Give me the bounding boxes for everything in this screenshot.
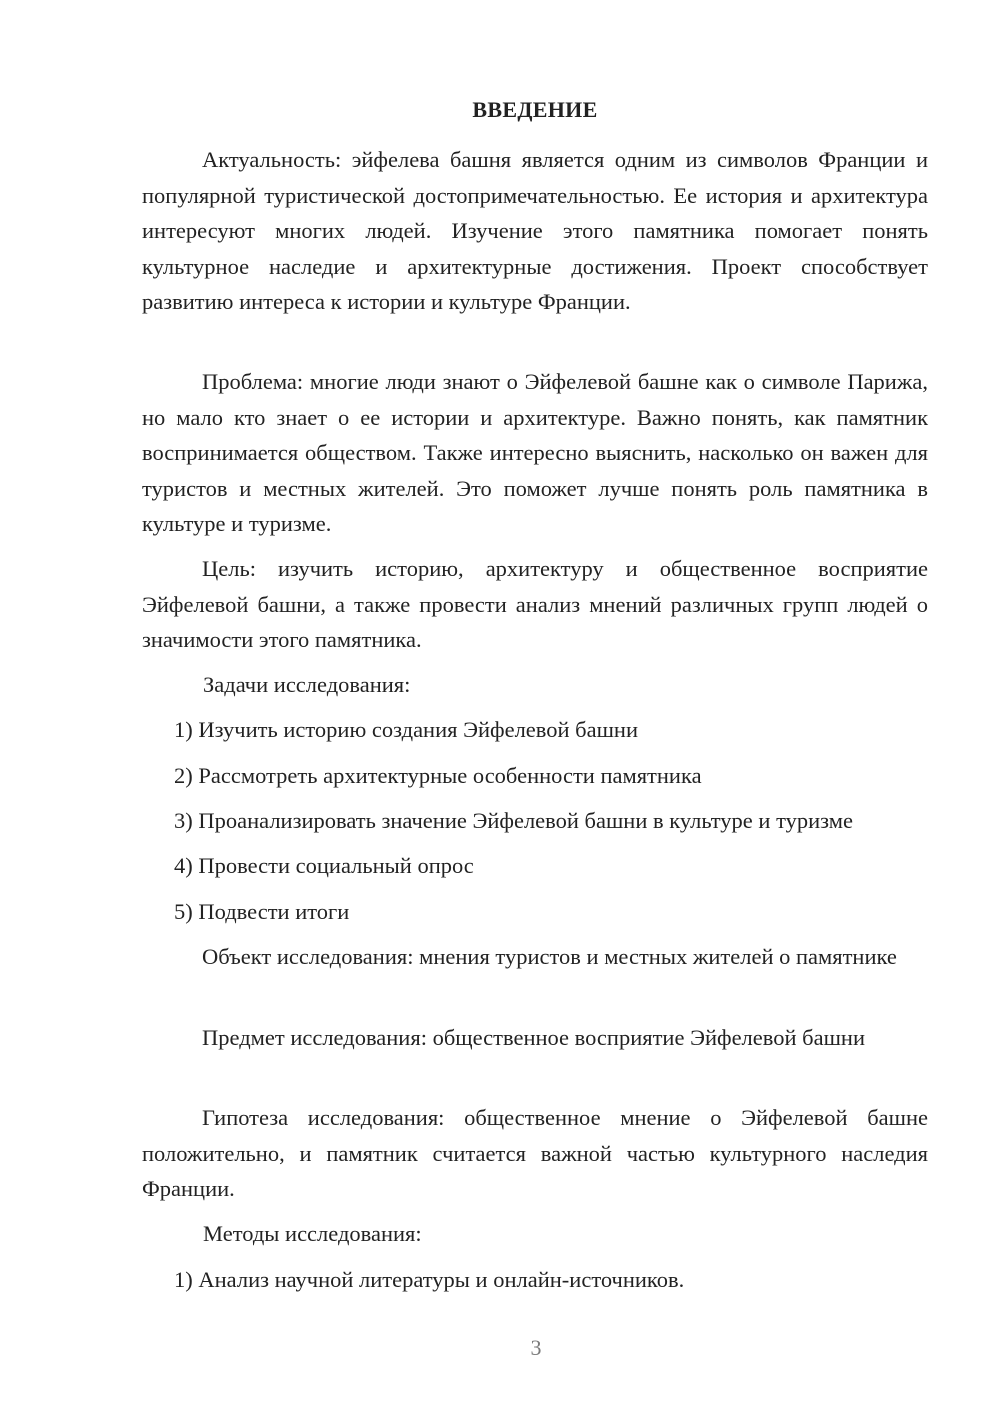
task-item-2: 2) Рассмотреть архитектурные особенности памятника <box>174 763 702 788</box>
method-item-1: 1) Анализ научной литературы и онлайн-источников. <box>174 1267 685 1292</box>
problem-paragraph: Проблема: многие люди знают о Эйфелевой башне как о символе Парижа, но мало кто знает о ее истории и архитектуре. Важно понять, как памятник воспринимается обществом. Также интересно выяснить, насколько он важен для туристов и местных жителей. Это поможет лучше понять роль памятника в культуре и туризме. <box>142 369 928 536</box>
methods-title: Методы исследования: <box>203 1221 422 1246</box>
task-item-4: 4) Провести социальный опрос <box>174 853 474 878</box>
task-item-5: 5) Подвести итоги <box>174 899 350 924</box>
section-heading: ВВЕДЕНИЕ <box>472 97 598 122</box>
page-number: 3 <box>530 1335 542 1360</box>
task-item-1: 1) Изучить историю создания Эйфелевой башни <box>174 717 639 742</box>
task-item-3: 3) Проанализировать значение Эйфелевой башни в культуре и туризме <box>174 808 853 833</box>
tasks-title: Задачи исследования: <box>203 672 411 697</box>
subject-paragraph: Предмет исследования: общественное восприятие Эйфелевой башни <box>202 1025 865 1050</box>
hypothesis-paragraph: Гипотеза исследования: общественное мнение о Эйфелевой башне положительно, и памятник считается важной частью культурного наследия Франции. <box>142 1105 928 1201</box>
object-paragraph: Объект исследования: мнения туристов и местных жителей о памятнике <box>202 944 897 969</box>
relevance-paragraph: Актуальность: эйфелева башня является одним из символов Франции и популярной туристической достопримечательностью. Ее история и архитектура интересуют многих людей. Изучение этого памятника помогает понять культурное наследие и архитектурные достижения. Проект способствует развитию интереса к истории и культуре Франции. <box>142 147 928 314</box>
goal-paragraph: Цель: изучить историю, архитектуру и общественное восприятие Эйфелевой башни, а также провести анализ мнений различных групп людей о значимости этого памятника. <box>142 556 928 652</box>
